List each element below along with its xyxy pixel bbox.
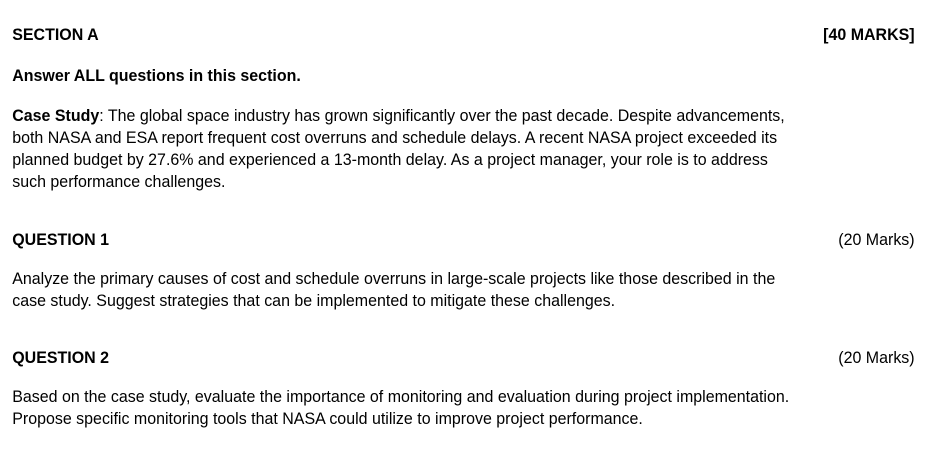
question-1-marks: (20 Marks) — [838, 230, 915, 249]
section-instruction: Answer ALL questions in this section. — [12, 66, 301, 85]
case-study-label: Case Study — [12, 106, 100, 125]
question-1-title: QUESTION 1 — [12, 230, 110, 249]
section-title: SECTION A — [12, 25, 99, 44]
question-2-marks: (20 Marks) — [838, 348, 915, 367]
question-2-title: QUESTION 2 — [12, 348, 110, 367]
question-2-text: Based on the case study, evaluate the importance of monitoring and evaluation during project implementation. Propose specific monitoring tools that NASA could utilize to improve project performance. — [12, 387, 790, 428]
case-study-text: : The global space industry has grown significantly over the past decade. Despite advancements, both NASA and ESA report frequent cost overruns and schedule delays. A recent NASA project exceeded its planned budget by 27.6% and experienced a 13-month delay. As a project manager, your role is to address such performance challenges. — [12, 106, 785, 191]
question-1-header — [12, 229, 914, 251]
question-2-header — [12, 347, 914, 369]
section-header — [12, 24, 914, 46]
question-1-text: Analyze the primary causes of cost and schedule overruns in large-scale projects like those described in the case study. Suggest strategies that can be implemented to mitigate these challenges. — [12, 269, 776, 310]
section-marks: [40 MARKS] — [823, 25, 915, 44]
case-study-paragraph — [12, 105, 792, 193]
